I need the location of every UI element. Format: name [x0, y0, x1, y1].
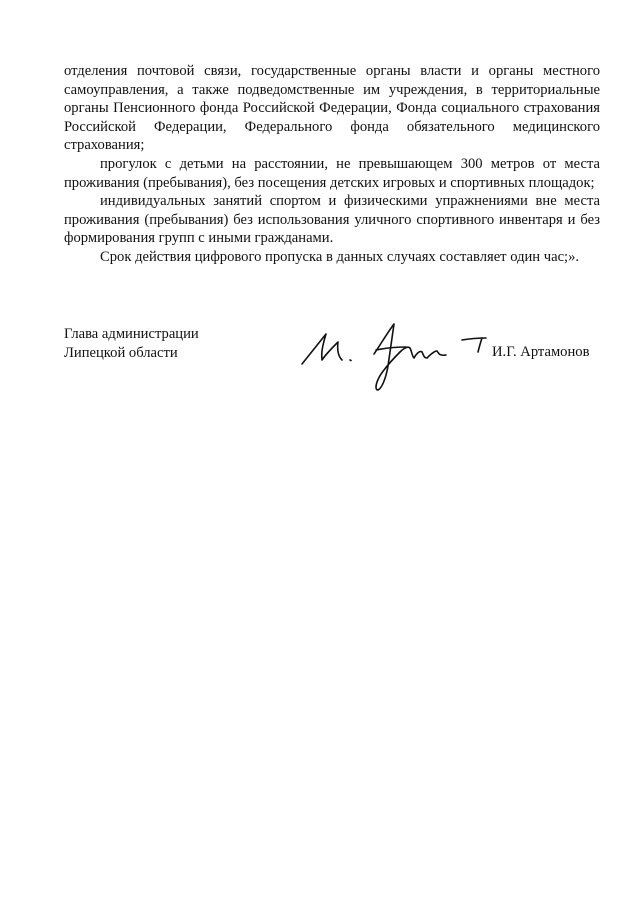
paragraph-pass-validity: Срок действия цифрового пропуска в данных случаях составляет один час;».	[100, 248, 580, 265]
document-body	[64, 62, 600, 267]
paragraph-individual-sports: индивидуальных занятий спортом и физическими упражнениями вне места проживания (пребывания) без использования уличного спортивного инвентаря и без формирования групп с иными гражданами.	[64, 193, 600, 247]
handwritten-signature	[296, 318, 496, 398]
paragraph-walks-with-children: прогулок с детьми на расстоянии, не превышающем 300 метров от места проживания (пребывания), без посещения детских игровых и спортивных площадок;	[64, 155, 600, 191]
signatory-title	[64, 325, 284, 362]
paragraph-postal-organs: отделения почтовой связи, государственные органы власти и органы местного самоуправления, а также подведомственные им учреждения, в территориальные органы Пенсионного фонда Российской Федерации, Фонда социального страхования Российской Федерации, Федерального фонда обязательного медицинского страхования;	[64, 63, 600, 154]
signatory-name: И.Г. Артамонов	[492, 344, 590, 360]
signatory-title-line-1: Глава администрации	[64, 326, 199, 342]
signatory-title-line-2: Липецкой области	[64, 344, 178, 361]
